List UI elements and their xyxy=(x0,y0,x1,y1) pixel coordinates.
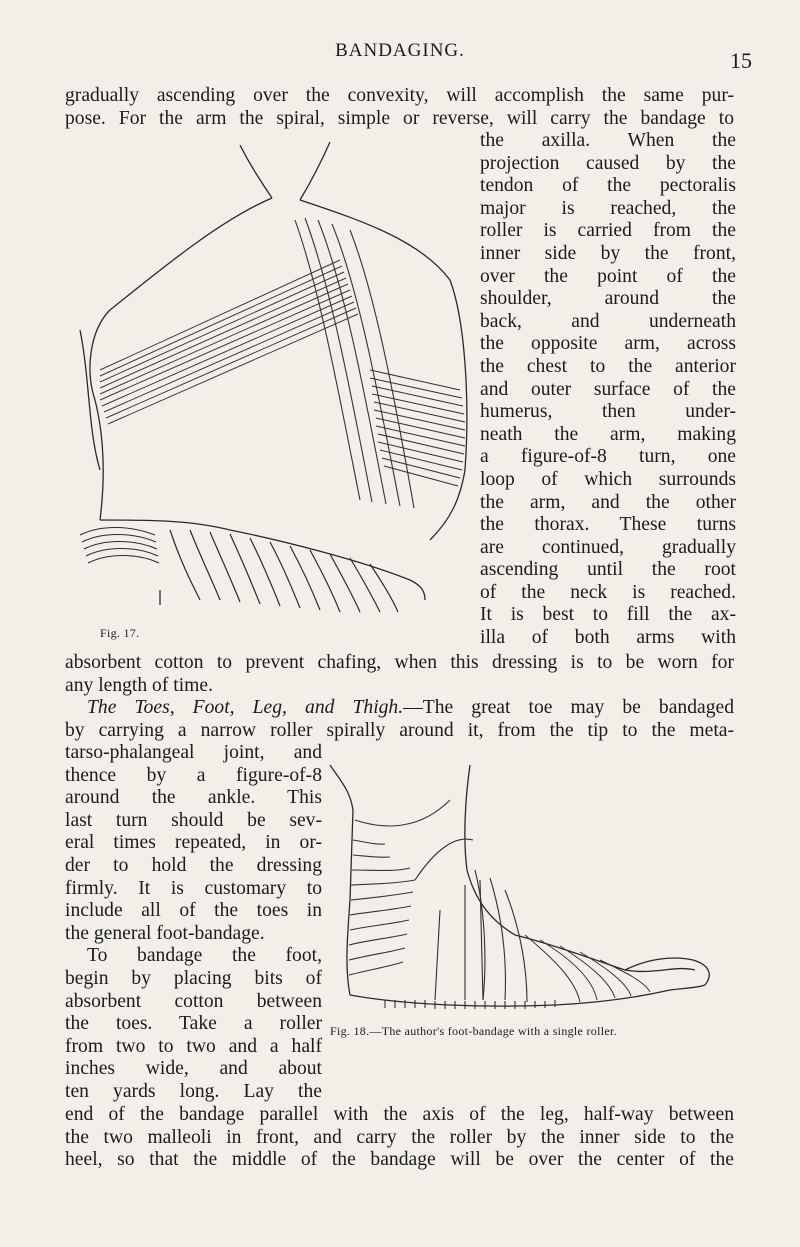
section-first-line-rest: —The great toe may be bandaged xyxy=(403,697,735,719)
paragraph-1-top xyxy=(65,85,734,130)
text-line: last turn should be sev- xyxy=(65,809,322,831)
text-line: neath the arm, making xyxy=(480,423,736,445)
section-heading: The Toes, Foot, Leg, and Thigh. xyxy=(87,697,404,719)
figure-17-caption: Fig. 17. xyxy=(100,626,140,640)
figure-18-foot-bandage xyxy=(325,760,735,1050)
section-2-left-column xyxy=(65,742,322,1104)
text-line: around the ankle. This xyxy=(65,787,322,809)
text-line: the thorax. These turns xyxy=(480,514,736,536)
text-line: absorbent cotton to prevent chafing, when this dressing is to be worn for xyxy=(65,652,734,673)
page-number: 15 xyxy=(730,48,752,73)
text-line: illa of both arms with xyxy=(480,627,736,649)
text-line: tendon of the pectoralis xyxy=(480,175,736,197)
text-line: To bandage the foot, xyxy=(87,945,322,967)
text-line: der to hold the dressing xyxy=(65,854,322,876)
text-line: It is best to fill the ax- xyxy=(480,604,736,626)
text-line: ten yards long. Lay the xyxy=(65,1080,322,1102)
paragraph-1-bottom xyxy=(65,652,734,742)
text-line: eral times repeated, in or- xyxy=(65,832,322,854)
text-line: include all of the toes in xyxy=(65,900,322,922)
text-line: the toes. Take a roller xyxy=(65,1013,322,1035)
text-line: roller is carried from the xyxy=(480,220,736,242)
text-line: the arm, and the other xyxy=(480,491,736,513)
figure-18-caption: Fig. 18.—The author's foot-bandage with a single roller. xyxy=(330,1024,617,1038)
text-line: by carrying a narrow roller spirally around it, from the tip to the meta- xyxy=(65,719,734,741)
text-line: heel, so that the middle of the bandage will be over the center of the xyxy=(65,1149,734,1171)
text-line: the general foot-bandage. xyxy=(65,922,265,944)
text-line: the opposite arm, across xyxy=(480,333,736,355)
paragraph-1-right-column xyxy=(480,130,736,650)
text-line: inner side by the front, xyxy=(480,242,736,264)
text-line: humerus, then under- xyxy=(480,401,736,423)
page-header xyxy=(0,40,800,74)
figure-17-chest-bandage xyxy=(60,140,480,640)
running-title: BANDAGING. xyxy=(335,40,465,61)
text-line: loop of which surrounds xyxy=(480,468,736,490)
figure-17-illustration xyxy=(60,140,480,620)
section-2-first-line xyxy=(65,697,734,720)
text-line: and outer surface of the xyxy=(480,378,736,400)
text-line: ascending until the root xyxy=(480,559,736,581)
section-2-bottom xyxy=(65,1104,734,1172)
text-line: gradually ascending over the convexity, will accomplish the same pur- xyxy=(65,85,734,106)
text-line: major is reached, the xyxy=(480,197,736,219)
figure-18-illustration xyxy=(325,760,735,1020)
text-line: over the point of the xyxy=(480,265,736,287)
text-line: absorbent cotton between xyxy=(65,990,322,1012)
text-line: back, and underneath xyxy=(480,310,736,332)
text-line: end of the bandage parallel with the axis of the leg, half-way between xyxy=(65,1104,734,1125)
text-line: firmly. It is customary to xyxy=(65,877,322,899)
text-line: a figure-of-8 turn, one xyxy=(480,446,736,468)
text-line: the axilla. When the xyxy=(480,130,736,151)
text-line: of the neck is reached. xyxy=(480,581,736,603)
text-line: pose. For the arm the spiral, simple or reverse, will carry the bandage to xyxy=(65,107,734,129)
text-line: the chest to the anterior xyxy=(480,355,736,377)
text-line: thence by a figure-of-8 xyxy=(65,764,322,786)
text-line: inches wide, and about xyxy=(65,1058,322,1080)
text-line: are continued, gradually xyxy=(480,536,736,558)
text-line: from two to two and a half xyxy=(65,1035,322,1057)
text-line: any length of time. xyxy=(65,674,214,696)
text-line: begin by placing bits of xyxy=(65,967,322,989)
text-line: shoulder, around the xyxy=(480,288,736,310)
text-line: projection caused by the xyxy=(480,152,736,174)
text-line: the two malleoli in front, and carry the roller by the inner side to the xyxy=(65,1126,734,1148)
text-line: tarso-phalangeal joint, and xyxy=(65,742,322,763)
